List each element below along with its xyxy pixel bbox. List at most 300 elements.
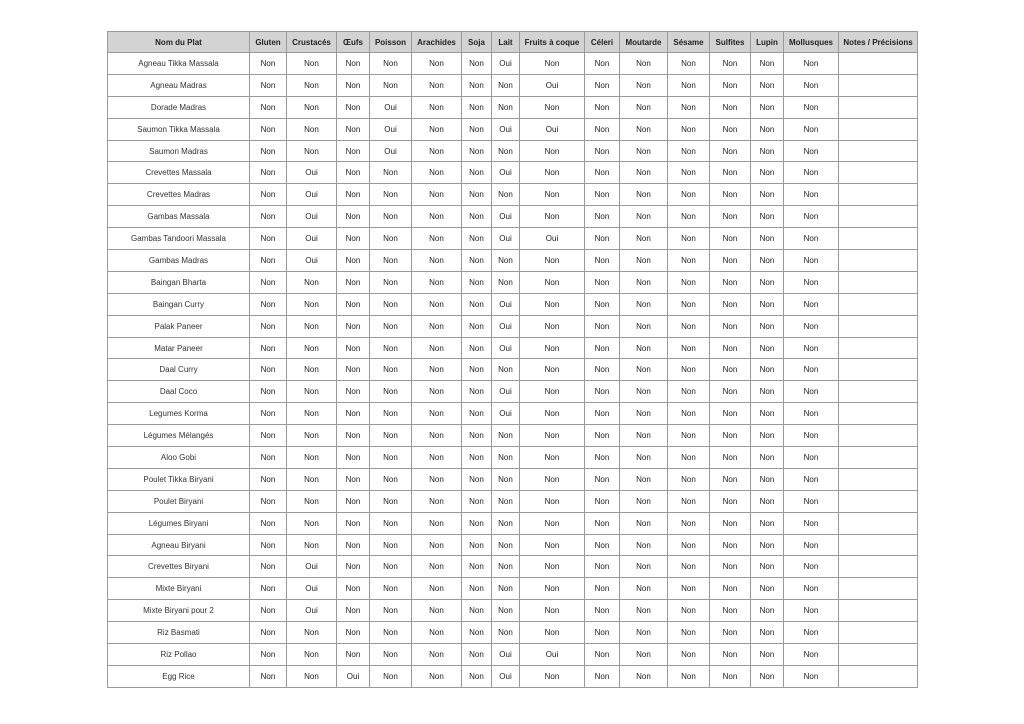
table-body <box>108 53 918 688</box>
dish-name-cell: Saumon Tikka Massala <box>108 118 250 140</box>
allergen-value-cell: Non <box>370 490 412 512</box>
allergen-value-cell: Non <box>784 359 839 381</box>
allergen-value-cell: Non <box>620 468 668 490</box>
notes-cell <box>839 534 918 556</box>
allergen-value-cell: Oui <box>492 337 520 359</box>
allergen-value-cell: Non <box>784 271 839 293</box>
allergen-value-cell: Non <box>751 162 784 184</box>
dish-name-cell: Légumes Biryani <box>108 512 250 534</box>
allergen-value-cell: Non <box>520 425 585 447</box>
allergen-value-cell: Non <box>250 578 287 600</box>
milk-header: Lait <box>492 32 520 53</box>
allergen-value-cell: Non <box>751 359 784 381</box>
allergen-value-cell: Non <box>492 490 520 512</box>
molluscs-header: Mollusques <box>784 32 839 53</box>
allergen-value-cell: Non <box>751 622 784 644</box>
soy-header: Soja <box>462 32 492 53</box>
allergen-value-cell: Non <box>620 140 668 162</box>
dish-name-cell: Poulet Biryani <box>108 490 250 512</box>
table-row <box>108 337 918 359</box>
allergen-value-cell: Non <box>710 622 751 644</box>
allergen-value-cell: Non <box>784 381 839 403</box>
allergen-value-cell: Non <box>751 490 784 512</box>
allergen-value-cell: Non <box>585 206 620 228</box>
allergen-value-cell: Non <box>668 74 710 96</box>
allergen-value-cell: Non <box>462 140 492 162</box>
allergen-value-cell: Non <box>370 512 412 534</box>
allergen-value-cell: Non <box>492 96 520 118</box>
allergen-value-cell: Non <box>668 271 710 293</box>
table-row <box>108 293 918 315</box>
allergen-value-cell: Oui <box>492 53 520 75</box>
allergen-value-cell: Oui <box>370 96 412 118</box>
notes-cell <box>839 381 918 403</box>
allergen-value-cell: Non <box>370 644 412 666</box>
allergen-value-cell: Non <box>412 118 462 140</box>
allergen-value-cell: Non <box>784 250 839 272</box>
allergen-value-cell: Non <box>668 644 710 666</box>
dish-name-cell: Poulet Tikka Biryani <box>108 468 250 490</box>
allergen-value-cell: Non <box>337 206 370 228</box>
allergen-value-cell: Non <box>250 468 287 490</box>
allergen-value-cell: Non <box>751 74 784 96</box>
allergen-value-cell: Non <box>710 578 751 600</box>
allergen-value-cell: Non <box>370 403 412 425</box>
allergen-value-cell: Non <box>287 403 337 425</box>
allergen-value-cell: Non <box>370 622 412 644</box>
allergen-table <box>107 31 918 688</box>
notes-cell <box>839 468 918 490</box>
allergen-value-cell: Non <box>585 184 620 206</box>
table-row <box>108 162 918 184</box>
allergen-value-cell: Non <box>250 315 287 337</box>
allergen-value-cell: Non <box>337 578 370 600</box>
allergen-value-cell: Non <box>287 53 337 75</box>
allergen-value-cell: Non <box>337 512 370 534</box>
allergen-value-cell: Non <box>668 315 710 337</box>
allergen-value-cell: Non <box>710 96 751 118</box>
allergen-value-cell: Non <box>710 490 751 512</box>
allergen-value-cell: Non <box>520 337 585 359</box>
allergen-value-cell: Non <box>520 600 585 622</box>
allergen-value-cell: Non <box>250 228 287 250</box>
allergen-value-cell: Non <box>250 644 287 666</box>
allergen-value-cell: Oui <box>520 228 585 250</box>
allergen-value-cell: Non <box>492 622 520 644</box>
allergen-value-cell: Non <box>520 403 585 425</box>
nuts-header: Fruits à coque <box>520 32 585 53</box>
allergen-value-cell: Non <box>784 228 839 250</box>
allergen-value-cell: Non <box>668 381 710 403</box>
allergen-value-cell: Non <box>620 162 668 184</box>
allergen-value-cell: Oui <box>287 228 337 250</box>
allergen-value-cell: Non <box>250 53 287 75</box>
allergen-value-cell: Non <box>620 490 668 512</box>
allergen-value-cell: Non <box>710 381 751 403</box>
allergen-value-cell: Non <box>784 644 839 666</box>
allergen-value-cell: Non <box>412 74 462 96</box>
allergen-value-cell: Non <box>250 403 287 425</box>
allergen-value-cell: Non <box>668 359 710 381</box>
allergen-value-cell: Non <box>370 250 412 272</box>
allergen-value-cell: Non <box>520 622 585 644</box>
allergen-value-cell: Non <box>585 315 620 337</box>
allergen-value-cell: Non <box>585 74 620 96</box>
allergen-value-cell: Non <box>585 665 620 687</box>
allergen-value-cell: Oui <box>287 250 337 272</box>
allergen-value-cell: Non <box>751 118 784 140</box>
allergen-value-cell: Non <box>462 184 492 206</box>
allergen-value-cell: Non <box>250 74 287 96</box>
dish-name-cell: Legumes Korma <box>108 403 250 425</box>
allergen-value-cell: Non <box>784 600 839 622</box>
allergen-value-cell: Non <box>751 140 784 162</box>
allergen-value-cell: Non <box>337 600 370 622</box>
allergen-value-cell: Non <box>337 96 370 118</box>
table-row <box>108 271 918 293</box>
table-row <box>108 578 918 600</box>
dish-name-cell: Riz Pollao <box>108 644 250 666</box>
notes-cell <box>839 622 918 644</box>
dish-name-cell: Palak Paneer <box>108 315 250 337</box>
allergen-value-cell: Non <box>337 271 370 293</box>
allergen-value-cell: Non <box>492 250 520 272</box>
allergen-value-cell: Non <box>287 271 337 293</box>
allergen-value-cell: Non <box>520 665 585 687</box>
allergen-value-cell: Non <box>250 534 287 556</box>
allergen-value-cell: Non <box>492 140 520 162</box>
allergen-value-cell: Non <box>668 534 710 556</box>
allergen-value-cell: Non <box>784 74 839 96</box>
dish-name-cell: Crevettes Massala <box>108 162 250 184</box>
dish-name-cell: Agneau Biryani <box>108 534 250 556</box>
allergen-value-cell: Non <box>520 490 585 512</box>
allergen-value-cell: Non <box>585 534 620 556</box>
allergen-value-cell: Non <box>784 337 839 359</box>
allergen-value-cell: Non <box>784 53 839 75</box>
allergen-value-cell: Non <box>784 468 839 490</box>
allergen-value-cell: Non <box>784 118 839 140</box>
allergen-value-cell: Non <box>462 162 492 184</box>
allergen-value-cell: Non <box>287 96 337 118</box>
notes-header: Notes / Précisions <box>839 32 918 53</box>
allergen-value-cell: Non <box>412 403 462 425</box>
allergen-value-cell: Non <box>287 140 337 162</box>
allergen-value-cell: Non <box>250 118 287 140</box>
dish-name-cell: Dorade Madras <box>108 96 250 118</box>
allergen-value-cell: Oui <box>492 403 520 425</box>
allergen-value-cell: Oui <box>370 140 412 162</box>
allergen-value-cell: Non <box>710 250 751 272</box>
table-row <box>108 381 918 403</box>
allergen-value-cell: Non <box>710 74 751 96</box>
notes-cell <box>839 578 918 600</box>
table-row <box>108 184 918 206</box>
allergen-value-cell: Non <box>668 53 710 75</box>
allergen-value-cell: Non <box>751 425 784 447</box>
notes-cell <box>839 250 918 272</box>
allergen-value-cell: Non <box>492 468 520 490</box>
allergen-value-cell: Non <box>250 425 287 447</box>
allergen-value-cell: Non <box>492 556 520 578</box>
allergen-value-cell: Non <box>520 271 585 293</box>
table-row <box>108 556 918 578</box>
allergen-value-cell: Non <box>370 74 412 96</box>
crustaceans-header: Crustacés <box>287 32 337 53</box>
table-row <box>108 74 918 96</box>
notes-cell <box>839 118 918 140</box>
allergen-value-cell: Non <box>751 206 784 228</box>
allergen-value-cell: Oui <box>287 206 337 228</box>
allergen-value-cell: Non <box>520 293 585 315</box>
allergen-value-cell: Non <box>668 162 710 184</box>
allergen-value-cell: Oui <box>287 184 337 206</box>
allergen-value-cell: Non <box>250 556 287 578</box>
allergen-value-cell: Non <box>370 600 412 622</box>
allergen-value-cell: Non <box>784 184 839 206</box>
allergen-value-cell: Non <box>620 271 668 293</box>
notes-cell <box>839 337 918 359</box>
allergen-value-cell: Non <box>520 359 585 381</box>
allergen-value-cell: Non <box>710 359 751 381</box>
allergen-value-cell: Non <box>710 512 751 534</box>
allergen-value-cell: Oui <box>492 228 520 250</box>
allergen-value-cell: Non <box>710 534 751 556</box>
allergen-value-cell: Non <box>620 184 668 206</box>
allergen-value-cell: Non <box>462 206 492 228</box>
allergen-value-cell: Non <box>370 53 412 75</box>
notes-cell <box>839 359 918 381</box>
table-row <box>108 644 918 666</box>
table-row <box>108 490 918 512</box>
allergen-value-cell: Non <box>620 403 668 425</box>
allergen-value-cell: Non <box>337 359 370 381</box>
allergen-value-cell: Non <box>250 250 287 272</box>
allergen-value-cell: Non <box>370 206 412 228</box>
allergen-value-cell: Non <box>751 644 784 666</box>
allergen-value-cell: Non <box>287 74 337 96</box>
allergen-value-cell: Non <box>751 271 784 293</box>
allergen-value-cell: Non <box>250 293 287 315</box>
allergen-value-cell: Oui <box>370 118 412 140</box>
allergen-value-cell: Non <box>710 425 751 447</box>
allergen-value-cell: Non <box>412 228 462 250</box>
dish-name-cell: Agneau Madras <box>108 74 250 96</box>
allergen-value-cell: Non <box>412 578 462 600</box>
table-row <box>108 315 918 337</box>
dish-name-cell: Gambas Massala <box>108 206 250 228</box>
allergen-value-cell: Non <box>668 622 710 644</box>
allergen-value-cell: Non <box>710 644 751 666</box>
notes-cell <box>839 644 918 666</box>
allergen-value-cell: Non <box>784 556 839 578</box>
allergen-value-cell: Non <box>620 381 668 403</box>
allergen-value-cell: Non <box>287 468 337 490</box>
allergen-value-cell: Non <box>620 512 668 534</box>
allergen-value-cell: Non <box>412 184 462 206</box>
allergen-value-cell: Oui <box>287 162 337 184</box>
notes-cell <box>839 293 918 315</box>
dish-name-cell: Daal Curry <box>108 359 250 381</box>
allergen-value-cell: Non <box>462 96 492 118</box>
allergen-value-cell: Non <box>751 250 784 272</box>
allergen-value-cell: Non <box>585 53 620 75</box>
allergen-value-cell: Non <box>585 403 620 425</box>
notes-cell <box>839 74 918 96</box>
allergen-value-cell: Non <box>337 315 370 337</box>
allergen-value-cell: Non <box>751 665 784 687</box>
allergen-value-cell: Non <box>337 556 370 578</box>
mustard-header: Moutarde <box>620 32 668 53</box>
notes-cell <box>839 96 918 118</box>
allergen-value-cell: Non <box>250 381 287 403</box>
allergen-value-cell: Non <box>287 644 337 666</box>
table-row <box>108 468 918 490</box>
allergen-value-cell: Non <box>287 447 337 469</box>
allergen-value-cell: Non <box>710 665 751 687</box>
allergen-value-cell: Non <box>668 600 710 622</box>
allergen-value-cell: Non <box>250 512 287 534</box>
allergen-value-cell: Non <box>250 622 287 644</box>
allergen-value-cell: Non <box>370 447 412 469</box>
allergen-value-cell: Non <box>668 665 710 687</box>
allergen-value-cell: Non <box>370 271 412 293</box>
dish-name-cell: Riz Basmati <box>108 622 250 644</box>
allergen-value-cell: Non <box>370 315 412 337</box>
allergen-value-cell: Non <box>668 96 710 118</box>
allergen-value-cell: Oui <box>492 315 520 337</box>
allergen-value-cell: Non <box>492 425 520 447</box>
allergen-value-cell: Non <box>710 468 751 490</box>
allergen-value-cell: Non <box>751 600 784 622</box>
allergen-value-cell: Non <box>412 468 462 490</box>
allergen-value-cell: Non <box>462 337 492 359</box>
allergen-value-cell: Non <box>492 578 520 600</box>
allergen-value-cell: Non <box>412 490 462 512</box>
allergen-value-cell: Non <box>585 468 620 490</box>
allergen-value-cell: Non <box>668 118 710 140</box>
allergen-value-cell: Non <box>337 425 370 447</box>
allergen-value-cell: Non <box>370 665 412 687</box>
allergen-value-cell: Non <box>784 622 839 644</box>
sulfites-header: Sulfites <box>710 32 751 53</box>
allergen-value-cell: Non <box>462 578 492 600</box>
allergen-value-cell: Oui <box>287 600 337 622</box>
notes-cell <box>839 512 918 534</box>
notes-cell <box>839 600 918 622</box>
allergen-value-cell: Non <box>668 250 710 272</box>
notes-cell <box>839 403 918 425</box>
allergen-value-cell: Non <box>620 556 668 578</box>
peanuts-header: Arachides <box>412 32 462 53</box>
allergen-value-cell: Non <box>751 315 784 337</box>
allergen-value-cell: Non <box>492 512 520 534</box>
allergen-value-cell: Non <box>462 556 492 578</box>
allergen-value-cell: Non <box>620 206 668 228</box>
allergen-value-cell: Non <box>250 490 287 512</box>
table-row <box>108 534 918 556</box>
allergen-value-cell: Non <box>751 468 784 490</box>
allergen-value-cell: Non <box>520 206 585 228</box>
allergen-value-cell: Non <box>250 665 287 687</box>
notes-cell <box>839 271 918 293</box>
allergen-value-cell: Non <box>668 556 710 578</box>
allergen-value-cell: Non <box>462 534 492 556</box>
allergen-value-cell: Non <box>751 228 784 250</box>
allergen-value-cell: Non <box>784 512 839 534</box>
dish-name-header: Nom du Plat <box>108 32 250 53</box>
dish-name-cell: Agneau Tikka Massala <box>108 53 250 75</box>
allergen-value-cell: Non <box>337 184 370 206</box>
allergen-value-cell: Non <box>751 96 784 118</box>
allergen-value-cell: Non <box>585 96 620 118</box>
allergen-value-cell: Non <box>462 425 492 447</box>
allergen-value-cell: Non <box>751 578 784 600</box>
allergen-value-cell: Non <box>520 96 585 118</box>
allergen-value-cell: Non <box>710 556 751 578</box>
allergen-value-cell: Non <box>462 74 492 96</box>
allergen-value-cell: Non <box>337 74 370 96</box>
allergen-value-cell: Non <box>412 96 462 118</box>
allergen-value-cell: Non <box>337 534 370 556</box>
allergen-value-cell: Oui <box>492 293 520 315</box>
allergen-value-cell: Non <box>620 74 668 96</box>
allergen-value-cell: Non <box>462 228 492 250</box>
allergen-value-cell: Non <box>668 337 710 359</box>
allergen-value-cell: Non <box>492 447 520 469</box>
allergen-value-cell: Oui <box>287 556 337 578</box>
allergen-value-cell: Non <box>585 271 620 293</box>
allergen-value-cell: Non <box>620 293 668 315</box>
table-row <box>108 512 918 534</box>
fish-header: Poisson <box>370 32 412 53</box>
allergen-value-cell: Non <box>250 600 287 622</box>
allergen-value-cell: Non <box>710 206 751 228</box>
allergen-value-cell: Non <box>462 271 492 293</box>
allergen-value-cell: Non <box>751 403 784 425</box>
allergen-value-cell: Non <box>370 337 412 359</box>
allergen-value-cell: Non <box>751 337 784 359</box>
allergen-value-cell: Non <box>412 359 462 381</box>
allergen-value-cell: Non <box>337 162 370 184</box>
allergen-value-cell: Non <box>668 184 710 206</box>
allergen-value-cell: Non <box>370 293 412 315</box>
allergen-value-cell: Non <box>412 337 462 359</box>
allergen-value-cell: Non <box>492 600 520 622</box>
allergen-value-cell: Non <box>412 162 462 184</box>
table-row <box>108 425 918 447</box>
allergen-value-cell: Non <box>784 140 839 162</box>
allergen-value-cell: Non <box>337 622 370 644</box>
allergen-value-cell: Non <box>784 206 839 228</box>
allergen-value-cell: Non <box>520 578 585 600</box>
allergen-value-cell: Non <box>287 490 337 512</box>
allergen-value-cell: Non <box>668 578 710 600</box>
allergen-value-cell: Non <box>585 118 620 140</box>
allergen-value-cell: Non <box>250 184 287 206</box>
allergen-value-cell: Non <box>585 250 620 272</box>
allergen-value-cell: Non <box>784 578 839 600</box>
notes-cell <box>839 228 918 250</box>
allergen-value-cell: Non <box>370 556 412 578</box>
dish-name-cell: Mixte Biryani pour 2 <box>108 600 250 622</box>
allergen-value-cell: Non <box>751 381 784 403</box>
allergen-value-cell: Non <box>462 447 492 469</box>
header-row <box>108 32 918 53</box>
allergen-value-cell: Non <box>710 184 751 206</box>
allergen-value-cell: Non <box>620 359 668 381</box>
allergen-value-cell: Non <box>585 162 620 184</box>
